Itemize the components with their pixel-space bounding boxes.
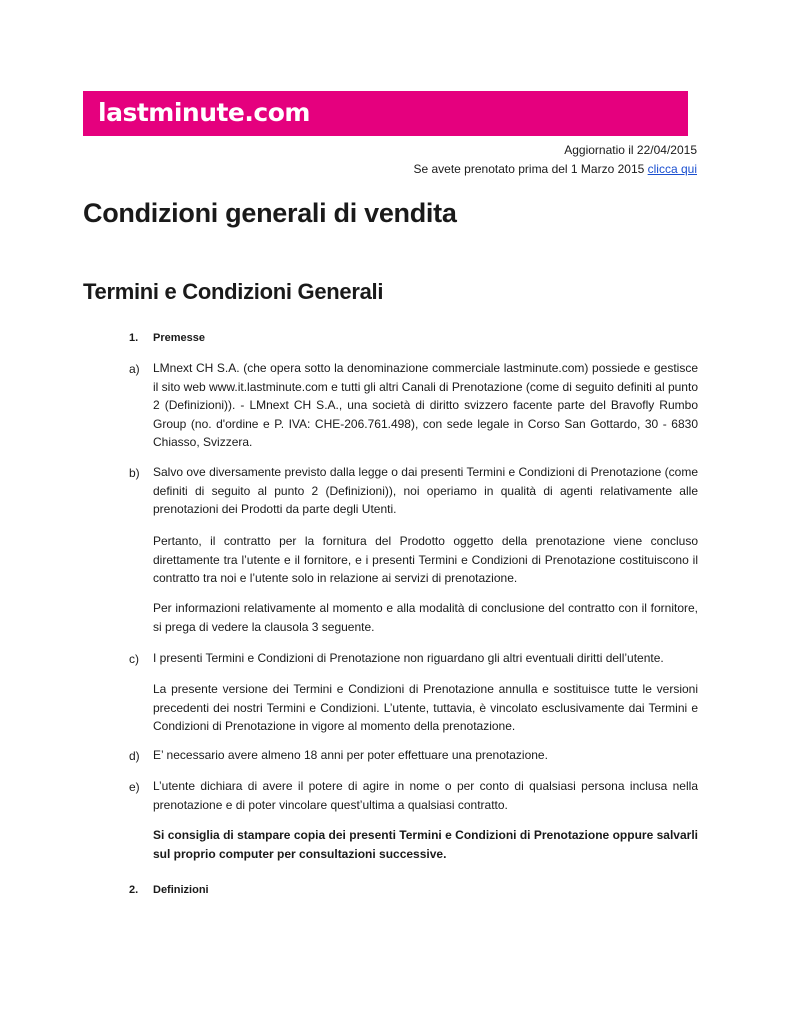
section-number: 2. <box>129 884 139 896</box>
booked-before-text: Se avete prenotato prima del 1 Marzo 2015 <box>413 162 645 176</box>
item-marker: d) <box>129 749 140 763</box>
item-marker: c) <box>129 652 139 666</box>
updated-date: Aggiornatio il 22/04/2015 <box>564 143 697 157</box>
item-marker: a) <box>129 362 140 376</box>
paragraph: La presente versione dei Termini e Condizioni di Prenotazione annulla e sostituisce tutte le versioni precedenti dei nostri Termini e Condizioni. L’utente, tuttavia, è vincolato esclusivamente dai Termini e Condizioni di Prenotazione in vigore al momento della prenotazione. <box>153 682 698 733</box>
lastminute-logo[interactable]: lastminute.com <box>98 98 310 127</box>
paragraph: Salvo ove diversamente previsto dalla legge o dai presenti Termini e Condizioni di Prenotazione (come definiti di seguito al punto 2 (Definizioni)), noi operiamo in qualità di agenti relativamente alle prenotazioni dei Prodotti da parte degli Utenti. <box>153 465 698 516</box>
print-advice: Si consiglia di stampare copia dei presenti Termini e Condizioni di Prenotazione oppure salvarli sul proprio computer per consultazioni successive. <box>153 828 698 861</box>
section-subtitle: Termini e Condizioni Generali <box>83 279 384 304</box>
section-title: Premesse <box>153 332 205 344</box>
item-marker: e) <box>129 780 140 794</box>
section-title: Definizioni <box>153 884 209 896</box>
paragraph: LMnext CH S.A. (che opera sotto la denominazione commerciale lastminute.com) possiede e gestisce il sito web www.it.lastminute.com e tutti gli altri Canali di Prenotazione (come di seguito definiti al punto 2 (Definizioni)). - LMnext CH S.A., una società di diritto svizzero facente parte del Bravofly Rumbo Group (no. d'ordine e P. IVA: CHE-206.761.498), con sede legale in Corso San Gottardo, 30 - 6830 Chiasso, Svizzera. <box>153 361 698 449</box>
paragraph: I presenti Termini e Condizioni di Prenotazione non riguardano gli altri eventuali diritti dell’utente. <box>153 651 664 665</box>
section-number: 1. <box>129 332 139 344</box>
item-marker: b) <box>129 466 140 480</box>
section-heading <box>129 330 205 346</box>
page-title: Condizioni generali di vendita <box>83 198 457 228</box>
paragraph: Pertanto, il contratto per la fornitura del Prodotto oggetto della prenotazione viene concluso direttamente tra l’utente e il fornitore, e i presenti Termini e Condizioni di Prenotazione costituiscono il contratto tra noi e l’utente solo in relazione ai servizi di prenotazione. <box>153 534 698 585</box>
booked-before-note <box>413 161 697 177</box>
paragraph: E’ necessario avere almeno 18 anni per poter effettuare una prenotazione. <box>153 748 548 762</box>
click-here-link[interactable]: clicca qui <box>647 162 697 176</box>
section-heading <box>129 882 209 898</box>
paragraph: L’utente dichiara di avere il potere di agire in nome o per conto di qualsiasi persona inclusa nella prenotazione e di poter vincolare quest’ultima a qualsiasi contratto. <box>153 779 698 812</box>
paragraph: Per informazioni relativamente al momento e alla modalità di conclusione del contratto con il fornitore, si prega di vedere la clausola 3 seguente. <box>153 601 698 634</box>
